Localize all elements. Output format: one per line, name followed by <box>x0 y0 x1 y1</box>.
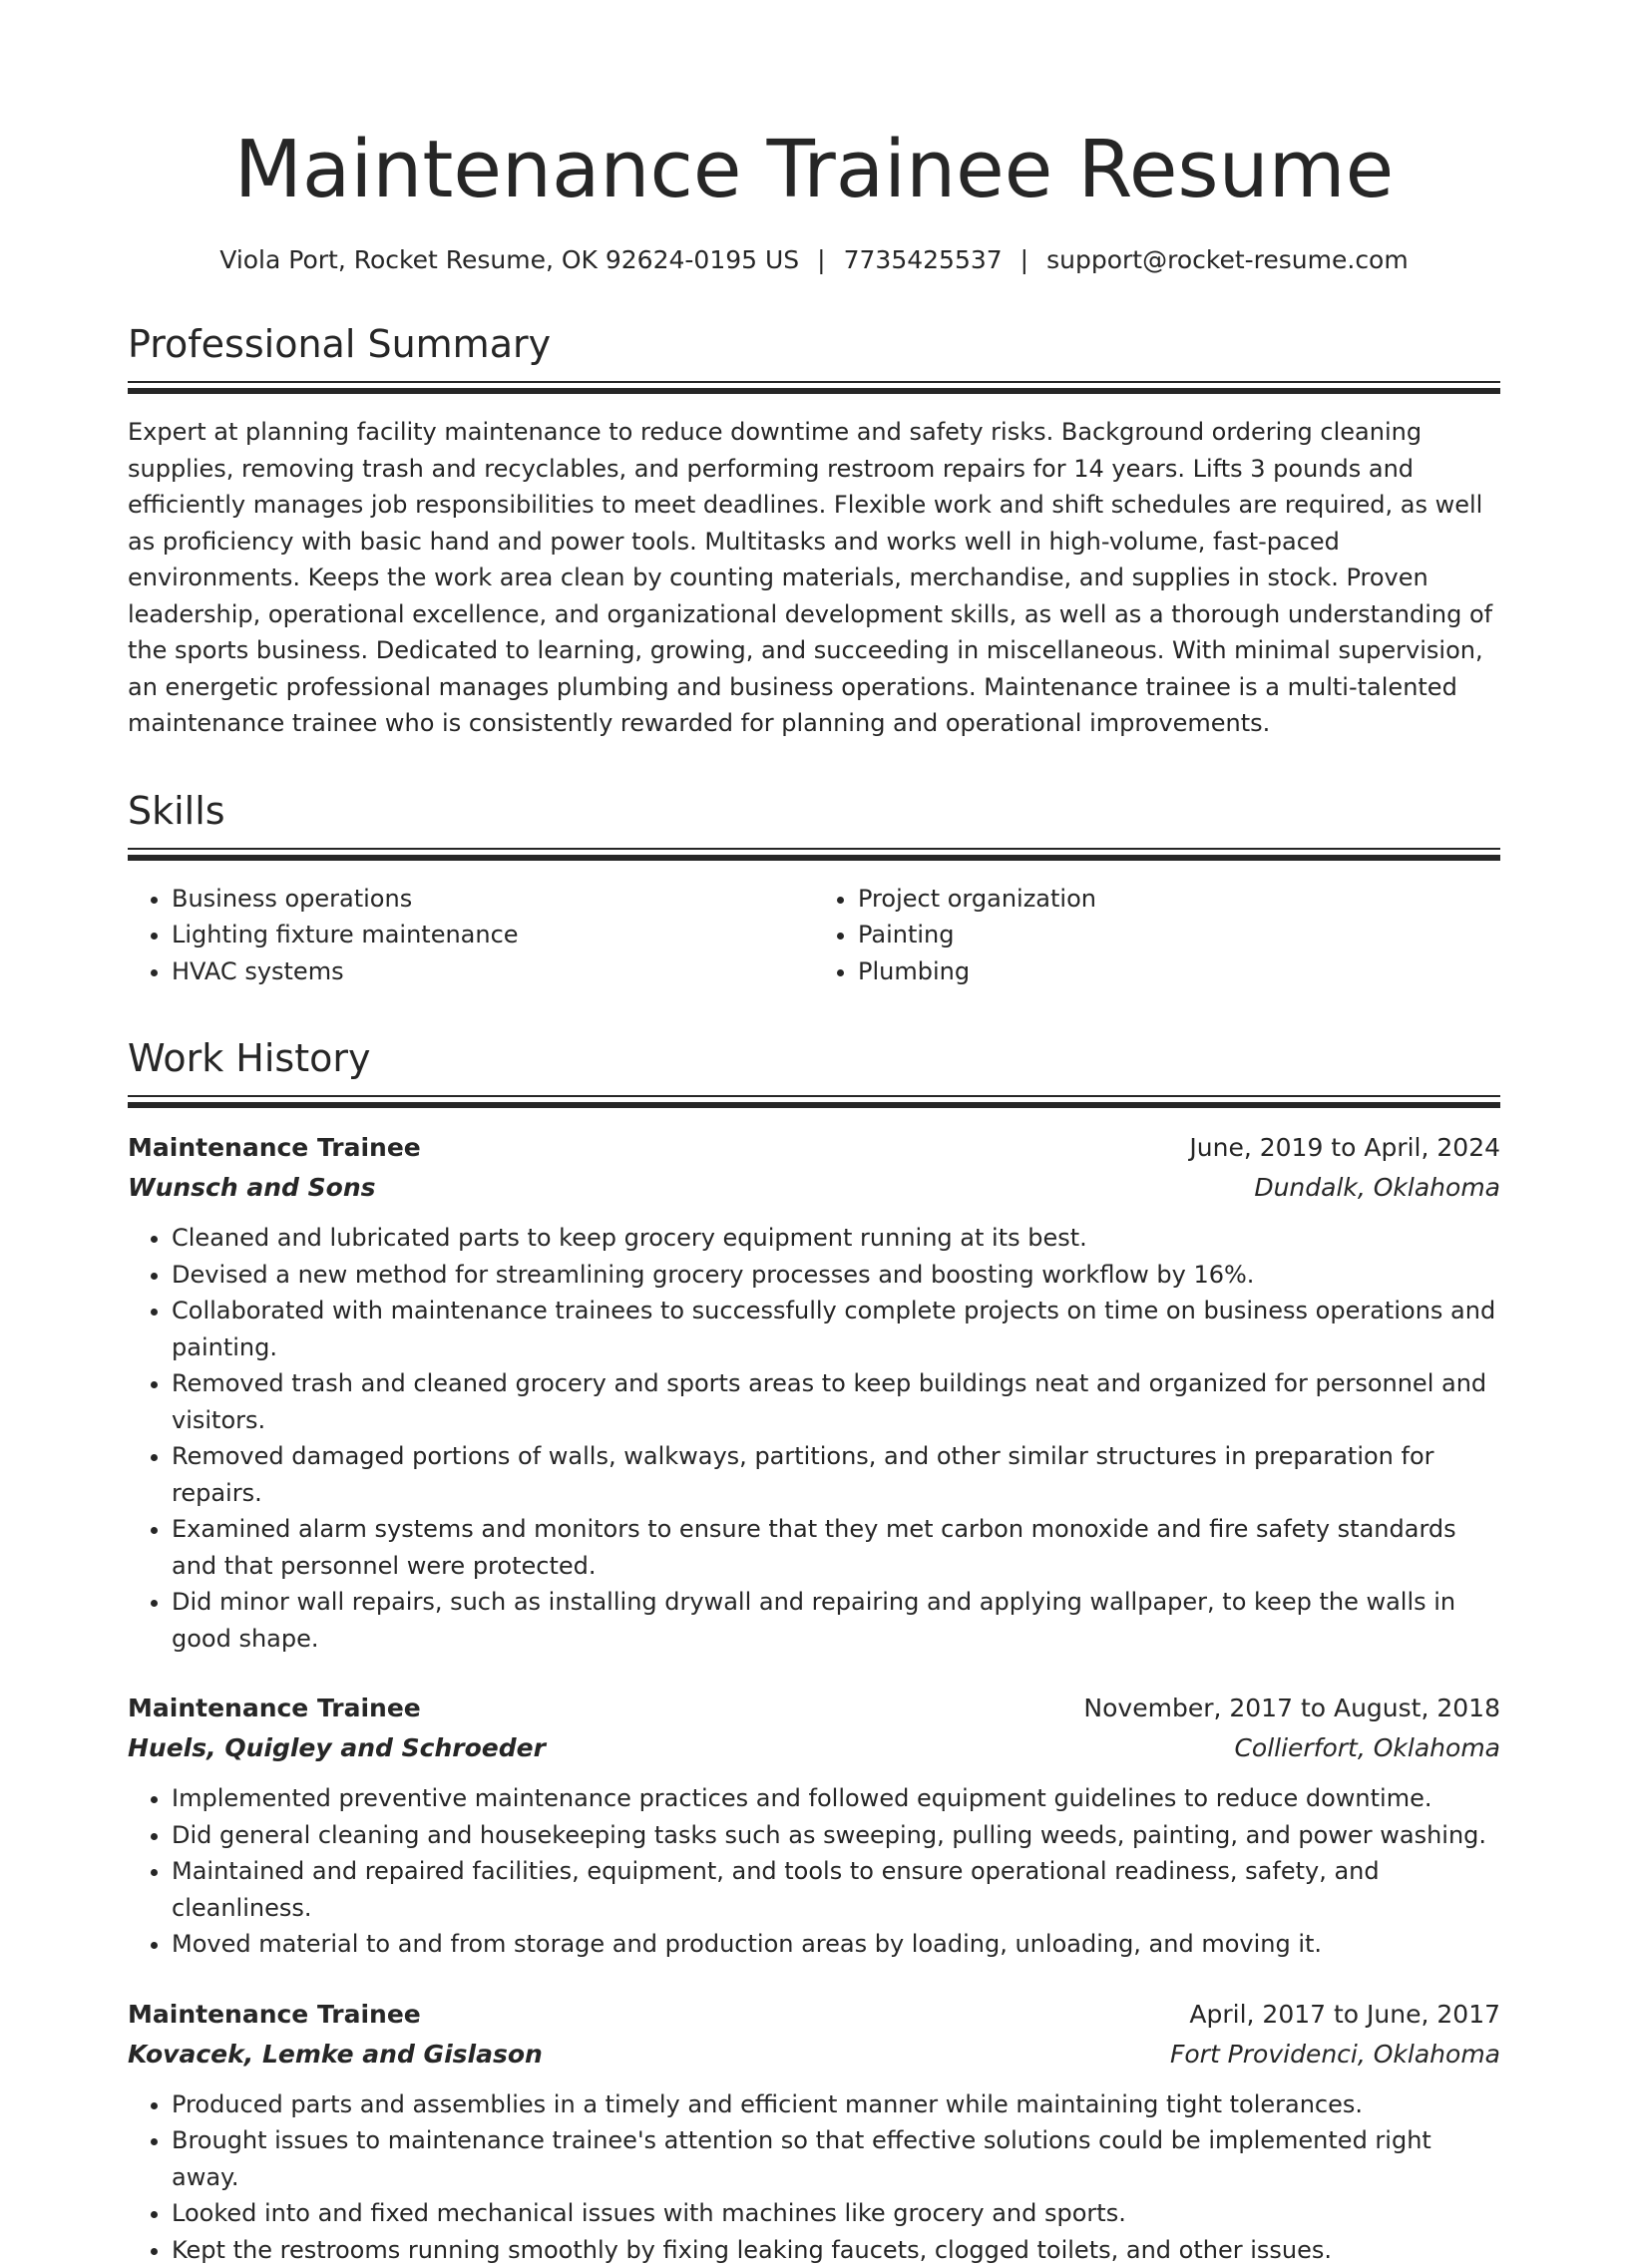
job-entry <box>128 1128 1500 1657</box>
job-company: Wunsch and Sons <box>128 1168 376 1208</box>
section-heading-skills: Skills <box>128 788 1500 834</box>
section-divider <box>128 848 1500 861</box>
skills-list <box>128 881 1500 990</box>
section-divider <box>128 381 1500 394</box>
contact-separator: | <box>817 243 825 277</box>
job-location: Fort Providenci, Oklahoma <box>1170 2035 1500 2075</box>
skill-item: • Lighting fixture maintenance <box>172 917 814 953</box>
job-bullet: • Maintained and repaired facilities, equipment, and tools to ensure operational readiness, safety, and cleanliness. <box>172 1853 1500 1926</box>
job-title: Maintenance Trainee <box>128 1995 421 2035</box>
job-bullet: • Did minor wall repairs, such as installing drywall and repairing and applying wallpaper, to keep the walls in good shape. <box>172 1584 1500 1657</box>
job-bullet: • Looked into and fixed mechanical issues with machines like grocery and sports. <box>172 2195 1500 2232</box>
job-location: Collierfort, Oklahoma <box>1234 1728 1500 1768</box>
job-dates: June, 2019 to April, 2024 <box>1189 1128 1500 1168</box>
job-entry <box>128 1689 1500 1963</box>
job-bullet: • Did general cleaning and housekeeping tasks such as sweeping, pulling weeds, painting, and power washing. <box>172 1817 1500 1854</box>
summary-text: Expert at planning facility maintenance to reduce downtime and safety risks. Background ordering cleaning supplies, removing trash and recyclables, and performing restroom repairs for 14 years. Lifts 3 pounds and efficiently manages job responsibilities to meet deadlines. Flexible work and shift schedules are required, as well as proficiency with basic hand and power tools. Multitasks and works well in high-volume, fast-paced environments. Keeps the work area clean by counting materials, merchandise, and supplies in stock. Proven leadership, operational excellence, and organizational development skills, as well as a thorough understanding of the sports business. Dedicated to learning, growing, and succeeding in miscellaneous. With minimal supervision, an energetic professional manages plumbing and business operations. Maintenance trainee is a multi-talented maintenance trainee who is consistently rewarded for planning and operational improvements. <box>128 414 1500 742</box>
job-bullet: • Kept the restrooms running smoothly by fixing leaking faucets, clogged toilets, and other issues. <box>172 2232 1500 2268</box>
skill-item: • Business operations <box>172 881 814 918</box>
job-entry <box>128 1995 1500 2268</box>
section-heading-work-history: Work History <box>128 1035 1500 1081</box>
contact-address: Viola Port, Rocket Resume, OK 92624-0195 US <box>219 245 799 274</box>
skills-column-right <box>814 881 1500 990</box>
job-bullet: • Cleaned and lubricated parts to keep grocery equipment running at its best. <box>172 1220 1500 1257</box>
job-title: Maintenance Trainee <box>128 1689 421 1728</box>
job-company: Kovacek, Lemke and Gislason <box>128 2035 543 2075</box>
job-bullet: • Produced parts and assemblies in a timely and efficient manner while maintaining tight tolerances. <box>172 2086 1500 2123</box>
skill-item: • Plumbing <box>858 953 1500 990</box>
skill-item: • Project organization <box>858 881 1500 918</box>
job-bullet: • Moved material to and from storage and production areas by loading, unloading, and moving it. <box>172 1926 1500 1963</box>
job-bullet: • Removed damaged portions of walls, walkways, partitions, and other similar structures in preparation for repairs. <box>172 1438 1500 1511</box>
job-bullet: • Examined alarm systems and monitors to ensure that they met carbon monoxide and fire safety standards and that personnel were protected. <box>172 1511 1500 1584</box>
section-divider <box>128 1095 1500 1108</box>
skill-item: • HVAC systems <box>172 953 814 990</box>
job-dates: April, 2017 to June, 2017 <box>1189 1995 1500 2035</box>
job-location: Dundalk, Oklahoma <box>1254 1168 1500 1208</box>
section-heading-summary: Professional Summary <box>128 321 1500 367</box>
job-bullet: • Brought issues to maintenance trainee's attention so that effective solutions could be implemented right away. <box>172 2122 1500 2195</box>
contact-phone: 7735425537 <box>844 245 1003 274</box>
job-company: Huels, Quigley and Schroeder <box>128 1728 546 1768</box>
job-bullet: • Removed trash and cleaned grocery and sports areas to keep buildings neat and organized for personnel and visitors. <box>172 1365 1500 1438</box>
job-bullet: • Implemented preventive maintenance practices and followed equipment guidelines to reduce downtime. <box>172 1780 1500 1817</box>
contact-line <box>128 243 1500 277</box>
resume-title: Maintenance Trainee Resume <box>128 118 1500 221</box>
job-bullet: • Devised a new method for streamlining grocery processes and boosting workflow by 16%. <box>172 1257 1500 1294</box>
skills-column-left <box>128 881 814 990</box>
job-bullet: • Collaborated with maintenance trainees to successfully complete projects on time on business operations and painting. <box>172 1293 1500 1365</box>
skill-item: • Painting <box>858 917 1500 953</box>
contact-email: support@rocket-resume.com <box>1046 245 1409 274</box>
job-title: Maintenance Trainee <box>128 1128 421 1168</box>
contact-separator: | <box>1020 243 1028 277</box>
job-dates: November, 2017 to August, 2018 <box>1083 1689 1500 1728</box>
